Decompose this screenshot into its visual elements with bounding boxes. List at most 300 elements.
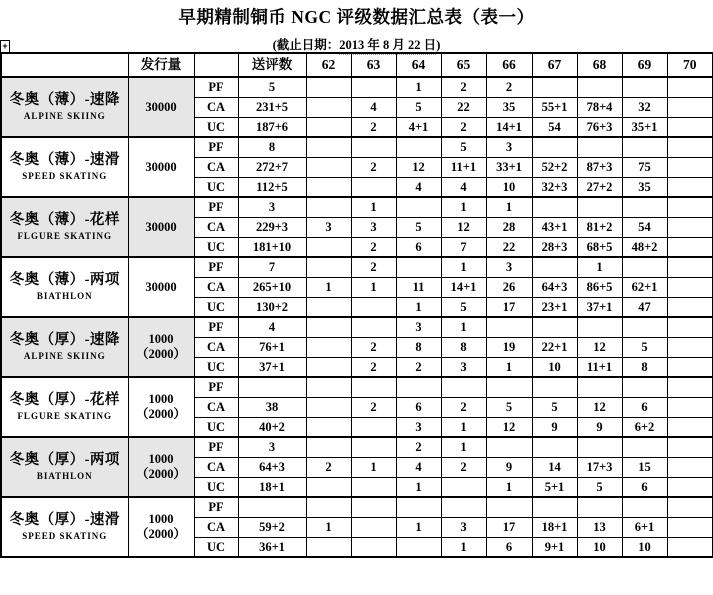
coin-type-label <box>1 197 128 257</box>
subtype-cell: UC <box>194 417 238 437</box>
grade-cell: 6+2 <box>622 417 667 437</box>
coin-type-label <box>1 497 128 557</box>
table-row <box>1 137 713 157</box>
grade-cell: 1 <box>306 277 351 297</box>
grade-cell: 6 <box>396 237 441 257</box>
grade-cell: 78+4 <box>577 97 622 117</box>
grade-cell <box>667 197 713 217</box>
grade-cell <box>306 97 351 117</box>
grade-cell <box>577 437 622 457</box>
submitted-cell: 37+1 <box>238 357 306 377</box>
table-header <box>1 53 713 77</box>
grade-cell: 2 <box>396 437 441 457</box>
subtype-cell: PF <box>194 377 238 397</box>
submitted-cell: 272+7 <box>238 157 306 177</box>
subtype-cell: UC <box>194 477 238 497</box>
grade-cell <box>622 497 667 517</box>
grade-cell: 4+1 <box>396 117 441 137</box>
grade-cell <box>306 237 351 257</box>
header-grade-64: 64 <box>396 53 441 77</box>
grade-cell <box>667 337 713 357</box>
grade-cell <box>577 77 622 97</box>
grade-cell: 1 <box>441 437 486 457</box>
coin-type-en: BIATHLON <box>36 471 93 481</box>
grade-cell: 1 <box>577 257 622 277</box>
grade-cell <box>351 477 396 497</box>
grade-cell <box>667 257 713 277</box>
grade-cell <box>667 477 713 497</box>
grade-cell: 5 <box>396 97 441 117</box>
grade-cell <box>306 377 351 397</box>
coin-type-en: ALPINE SKIING <box>23 351 106 361</box>
grade-cell: 3 <box>351 217 396 237</box>
grade-cell: 87+3 <box>577 157 622 177</box>
grade-cell: 86+5 <box>577 277 622 297</box>
header-grade-67: 67 <box>532 53 577 77</box>
grade-cell <box>667 297 713 317</box>
grade-cell <box>396 197 441 217</box>
submitted-cell: 231+5 <box>238 97 306 117</box>
mintage-cell <box>128 77 194 137</box>
grade-cell: 5 <box>441 297 486 317</box>
coin-type-label <box>1 317 128 377</box>
grade-cell: 17 <box>486 517 532 537</box>
grade-cell <box>306 297 351 317</box>
header-row <box>1 53 713 77</box>
grade-cell <box>351 297 396 317</box>
subtype-cell: CA <box>194 337 238 357</box>
grade-cell <box>306 397 351 417</box>
header-grade-65: 65 <box>441 53 486 77</box>
grade-cell: 2 <box>351 257 396 277</box>
grade-cell: 2 <box>351 157 396 177</box>
grade-cell: 12 <box>577 397 622 417</box>
grade-cell: 4 <box>396 457 441 477</box>
grade-cell <box>351 377 396 397</box>
grade-cell: 6 <box>486 537 532 557</box>
submitted-cell: 7 <box>238 257 306 277</box>
grade-cell: 81+2 <box>577 217 622 237</box>
header-blank-label <box>1 53 128 77</box>
grade-cell: 4 <box>441 177 486 197</box>
page-title: 早期精制铜币 NGC 评级数据汇总表（表一） <box>178 7 535 27</box>
grade-cell <box>577 317 622 337</box>
grade-cell: 3 <box>486 257 532 277</box>
subtype-cell: UC <box>194 237 238 257</box>
grade-cell <box>667 217 713 237</box>
grade-cell <box>441 497 486 517</box>
grade-cell: 14 <box>532 457 577 477</box>
grade-cell: 2 <box>396 357 441 377</box>
table-row <box>1 77 713 97</box>
submitted-cell: 5 <box>238 77 306 97</box>
grade-cell: 68+5 <box>577 237 622 257</box>
grade-cell <box>306 537 351 557</box>
grade-cell <box>667 117 713 137</box>
grade-cell <box>396 537 441 557</box>
grade-cell: 14+1 <box>441 277 486 297</box>
grade-cell: 1 <box>441 317 486 337</box>
grade-cell: 13 <box>577 517 622 537</box>
subtype-cell: PF <box>194 77 238 97</box>
submitted-cell: 64+3 <box>238 457 306 477</box>
grade-cell: 2 <box>441 457 486 477</box>
mintage-cell <box>128 437 194 497</box>
header-grade-68: 68 <box>577 53 622 77</box>
table-row <box>1 377 713 397</box>
grade-cell <box>396 377 441 397</box>
grade-cell: 35 <box>486 97 532 117</box>
coin-type-label <box>1 77 128 137</box>
mintage-line: （2000） <box>135 347 186 361</box>
submitted-cell: 18+1 <box>238 477 306 497</box>
grade-cell: 1 <box>441 417 486 437</box>
submitted-cell: 3 <box>238 437 306 457</box>
grade-cell <box>396 137 441 157</box>
grade-cell: 5 <box>622 337 667 357</box>
coin-type-label <box>1 137 128 197</box>
grade-cell: 1 <box>396 77 441 97</box>
grade-cell: 10 <box>532 357 577 377</box>
mintage-line: 30000 <box>145 159 177 174</box>
grade-cell <box>306 157 351 177</box>
grade-cell <box>306 497 351 517</box>
subtype-cell: CA <box>194 97 238 117</box>
subtype-cell: CA <box>194 217 238 237</box>
grade-cell: 76+3 <box>577 117 622 137</box>
mintage-cell <box>128 197 194 257</box>
grade-cell: 15 <box>622 457 667 477</box>
grade-cell: 7 <box>441 237 486 257</box>
coin-type-en: FLGURE SKATING <box>17 411 113 421</box>
grade-cell <box>577 137 622 157</box>
grade-cell <box>577 377 622 397</box>
grade-cell: 43+1 <box>532 217 577 237</box>
grade-cell: 12 <box>577 337 622 357</box>
submitted-cell: 36+1 <box>238 537 306 557</box>
grade-cell <box>667 517 713 537</box>
grade-cell <box>532 377 577 397</box>
grade-cell <box>667 277 713 297</box>
coin-type-en: BIATHLON <box>36 291 93 301</box>
grade-cell: 54 <box>622 217 667 237</box>
subtype-cell: CA <box>194 157 238 177</box>
grade-cell <box>667 397 713 417</box>
subtype-cell: UC <box>194 297 238 317</box>
grade-cell <box>532 497 577 517</box>
subtype-cell: UC <box>194 177 238 197</box>
header-mintage: 发行量 <box>128 53 194 77</box>
coin-type-cn: 冬奥（薄）-两项 <box>9 272 120 288</box>
grade-cell: 62+1 <box>622 277 667 297</box>
mintage-line: （2000） <box>135 467 186 481</box>
grade-cell: 12 <box>486 417 532 437</box>
grade-cell: 1 <box>396 297 441 317</box>
grade-cell <box>306 357 351 377</box>
grade-cell: 37+1 <box>577 297 622 317</box>
grade-cell <box>306 437 351 457</box>
grade-cell <box>306 257 351 277</box>
grade-cell <box>351 497 396 517</box>
header-submitted: 送评数 <box>238 53 306 77</box>
coin-type-cn: 冬奥（薄）-速滑 <box>9 152 120 168</box>
grade-cell: 1 <box>486 357 532 377</box>
grade-cell: 54 <box>532 117 577 137</box>
grade-cell <box>532 77 577 97</box>
table-row <box>1 257 713 277</box>
grade-cell: 2 <box>351 117 396 137</box>
table-select-handle-icon[interactable]: + <box>0 40 10 53</box>
coin-type-label <box>1 257 128 317</box>
grade-cell <box>622 137 667 157</box>
table-body <box>1 77 713 557</box>
grade-cell <box>441 377 486 397</box>
grade-cell: 2 <box>486 77 532 97</box>
grade-cell: 10 <box>577 537 622 557</box>
coin-type-cn: 冬奥（厚）-速滑 <box>9 512 120 528</box>
table-row <box>1 197 713 217</box>
grade-cell: 11 <box>396 277 441 297</box>
grade-cell: 1 <box>486 197 532 217</box>
mintage-line: 1000 <box>148 512 174 526</box>
grade-cell: 47 <box>622 297 667 317</box>
header-grade-66: 66 <box>486 53 532 77</box>
grade-cell <box>351 177 396 197</box>
grade-cell: 11+1 <box>441 157 486 177</box>
grade-cell <box>532 137 577 157</box>
grade-cell: 23+1 <box>532 297 577 317</box>
subtype-cell: CA <box>194 517 238 537</box>
grade-cell: 5 <box>532 397 577 417</box>
grade-cell <box>396 257 441 277</box>
grade-cell: 1 <box>396 517 441 537</box>
table-row <box>1 317 713 337</box>
submitted-cell: 40+2 <box>238 417 306 437</box>
coin-type-cn: 冬奥（厚）-两项 <box>9 452 120 468</box>
coin-type-label <box>1 377 128 437</box>
grade-cell <box>667 177 713 197</box>
grade-cell: 4 <box>351 97 396 117</box>
grade-cell <box>667 497 713 517</box>
grade-cell: 8 <box>441 337 486 357</box>
grade-cell <box>306 317 351 337</box>
submitted-cell: 229+3 <box>238 217 306 237</box>
grade-cell: 1 <box>396 477 441 497</box>
submitted-cell: 76+1 <box>238 337 306 357</box>
cutoff-date: 2013 年 8 月 22 日 <box>339 35 436 55</box>
grade-cell: 12 <box>441 217 486 237</box>
mintage-line: 1000 <box>148 392 174 406</box>
grade-cell <box>667 97 713 117</box>
table-row <box>1 437 713 457</box>
grade-cell <box>486 437 532 457</box>
subtype-cell: CA <box>194 397 238 417</box>
grade-cell <box>667 137 713 157</box>
submitted-cell <box>238 497 306 517</box>
mintage-cell <box>128 257 194 317</box>
grade-cell <box>306 337 351 357</box>
header-grade-69: 69 <box>622 53 667 77</box>
grade-cell: 9+1 <box>532 537 577 557</box>
grade-cell <box>667 157 713 177</box>
grade-cell: 8 <box>622 357 667 377</box>
grade-cell: 1 <box>441 257 486 277</box>
grade-cell: 22 <box>486 237 532 257</box>
grade-cell <box>622 377 667 397</box>
mintage-cell <box>128 317 194 377</box>
subtype-cell: PF <box>194 317 238 337</box>
grade-cell: 1 <box>486 477 532 497</box>
grade-cell <box>306 77 351 97</box>
mintage-line: 30000 <box>145 99 177 114</box>
grade-cell: 27+2 <box>577 177 622 197</box>
grade-cell <box>532 437 577 457</box>
grade-cell <box>622 77 667 97</box>
submitted-cell <box>238 377 306 397</box>
grade-cell <box>622 197 667 217</box>
grade-cell: 6 <box>622 397 667 417</box>
subtype-cell: UC <box>194 117 238 137</box>
coin-type-cn: 冬奥（薄）-速降 <box>9 92 120 108</box>
grade-cell: 35 <box>622 177 667 197</box>
subtype-cell: PF <box>194 497 238 517</box>
grade-cell <box>441 477 486 497</box>
grade-cell: 10 <box>622 537 667 557</box>
grade-cell: 10 <box>486 177 532 197</box>
grade-cell <box>306 197 351 217</box>
subtype-cell: CA <box>194 457 238 477</box>
grade-cell: 14+1 <box>486 117 532 137</box>
submitted-cell: 181+10 <box>238 237 306 257</box>
grade-cell <box>667 437 713 457</box>
subtype-cell: PF <box>194 137 238 157</box>
grade-cell: 3 <box>486 137 532 157</box>
coin-type-label <box>1 437 128 497</box>
grade-cell: 55+1 <box>532 97 577 117</box>
grade-cell: 2 <box>306 457 351 477</box>
grade-cell: 32 <box>622 97 667 117</box>
submitted-cell: 130+2 <box>238 297 306 317</box>
grade-cell <box>351 517 396 537</box>
grade-cell: 11+1 <box>577 357 622 377</box>
submitted-cell: 3 <box>238 197 306 217</box>
grade-cell: 33+1 <box>486 157 532 177</box>
submitted-cell: 38 <box>238 397 306 417</box>
grade-cell <box>667 357 713 377</box>
grade-cell <box>351 537 396 557</box>
subtype-cell: UC <box>194 537 238 557</box>
grade-cell: 9 <box>577 417 622 437</box>
grade-cell: 35+1 <box>622 117 667 137</box>
coin-type-cn: 冬奥（厚）-速降 <box>9 332 120 348</box>
grade-cell: 22 <box>441 97 486 117</box>
grade-cell <box>532 317 577 337</box>
grade-cell: 2 <box>351 337 396 357</box>
mintage-line: 30000 <box>145 279 177 294</box>
coin-type-en: SPEED SKATING <box>22 531 108 541</box>
grade-cell <box>622 437 667 457</box>
grade-cell: 3 <box>441 357 486 377</box>
grade-cell <box>351 77 396 97</box>
submitted-cell: 265+10 <box>238 277 306 297</box>
grade-cell: 9 <box>486 457 532 477</box>
grade-cell: 2 <box>441 397 486 417</box>
grade-cell <box>486 317 532 337</box>
grade-cell: 48+2 <box>622 237 667 257</box>
table-row <box>1 497 713 517</box>
grade-cell <box>667 417 713 437</box>
coin-type-en: ALPINE SKIING <box>23 111 106 121</box>
grade-cell <box>667 317 713 337</box>
grade-cell: 6 <box>622 477 667 497</box>
grade-cell <box>667 377 713 397</box>
coin-type-en: FLGURE SKATING <box>17 231 113 241</box>
mintage-cell <box>128 137 194 197</box>
grade-cell <box>667 77 713 97</box>
grade-cell: 1 <box>351 197 396 217</box>
grade-cell: 1 <box>351 457 396 477</box>
subtitle-suffix: ) <box>436 38 441 52</box>
header-blank-subtype <box>194 53 238 77</box>
grade-cell: 52+2 <box>532 157 577 177</box>
subtype-cell: PF <box>194 197 238 217</box>
grade-cell: 6 <box>396 397 441 417</box>
grade-cell <box>306 417 351 437</box>
grade-cell: 28+3 <box>532 237 577 257</box>
grade-cell <box>486 377 532 397</box>
grade-cell: 2 <box>441 117 486 137</box>
mintage-line: 1000 <box>148 452 174 466</box>
grade-cell: 1 <box>441 197 486 217</box>
grade-cell: 18+1 <box>532 517 577 537</box>
header-grade-70: 70 <box>667 53 713 77</box>
grade-cell: 5 <box>577 477 622 497</box>
submitted-cell: 187+6 <box>238 117 306 137</box>
grade-cell <box>622 317 667 337</box>
grade-cell: 3 <box>396 417 441 437</box>
grade-cell <box>667 457 713 477</box>
grade-cell <box>486 497 532 517</box>
grade-cell <box>351 437 396 457</box>
grade-cell <box>532 257 577 277</box>
grade-cell <box>622 257 667 277</box>
grade-cell <box>577 497 622 517</box>
mintage-cell <box>128 497 194 557</box>
mintage-line: 1000 <box>148 332 174 346</box>
grade-cell: 5+1 <box>532 477 577 497</box>
grade-cell <box>306 117 351 137</box>
grade-cell: 2 <box>351 357 396 377</box>
grade-cell <box>667 537 713 557</box>
subtype-cell: UC <box>194 357 238 377</box>
grade-cell: 5 <box>441 137 486 157</box>
grade-cell: 3 <box>306 217 351 237</box>
grade-cell: 32+3 <box>532 177 577 197</box>
grade-cell: 8 <box>396 337 441 357</box>
subtype-cell: PF <box>194 437 238 457</box>
submitted-cell: 4 <box>238 317 306 337</box>
grade-cell <box>306 177 351 197</box>
mintage-cell <box>128 377 194 437</box>
grade-cell: 19 <box>486 337 532 357</box>
grade-cell: 17 <box>486 297 532 317</box>
grade-cell <box>306 477 351 497</box>
subtype-cell: PF <box>194 257 238 277</box>
grade-cell: 4 <box>396 177 441 197</box>
grade-cell: 6+1 <box>622 517 667 537</box>
grade-cell <box>396 497 441 517</box>
grade-cell: 2 <box>351 397 396 417</box>
